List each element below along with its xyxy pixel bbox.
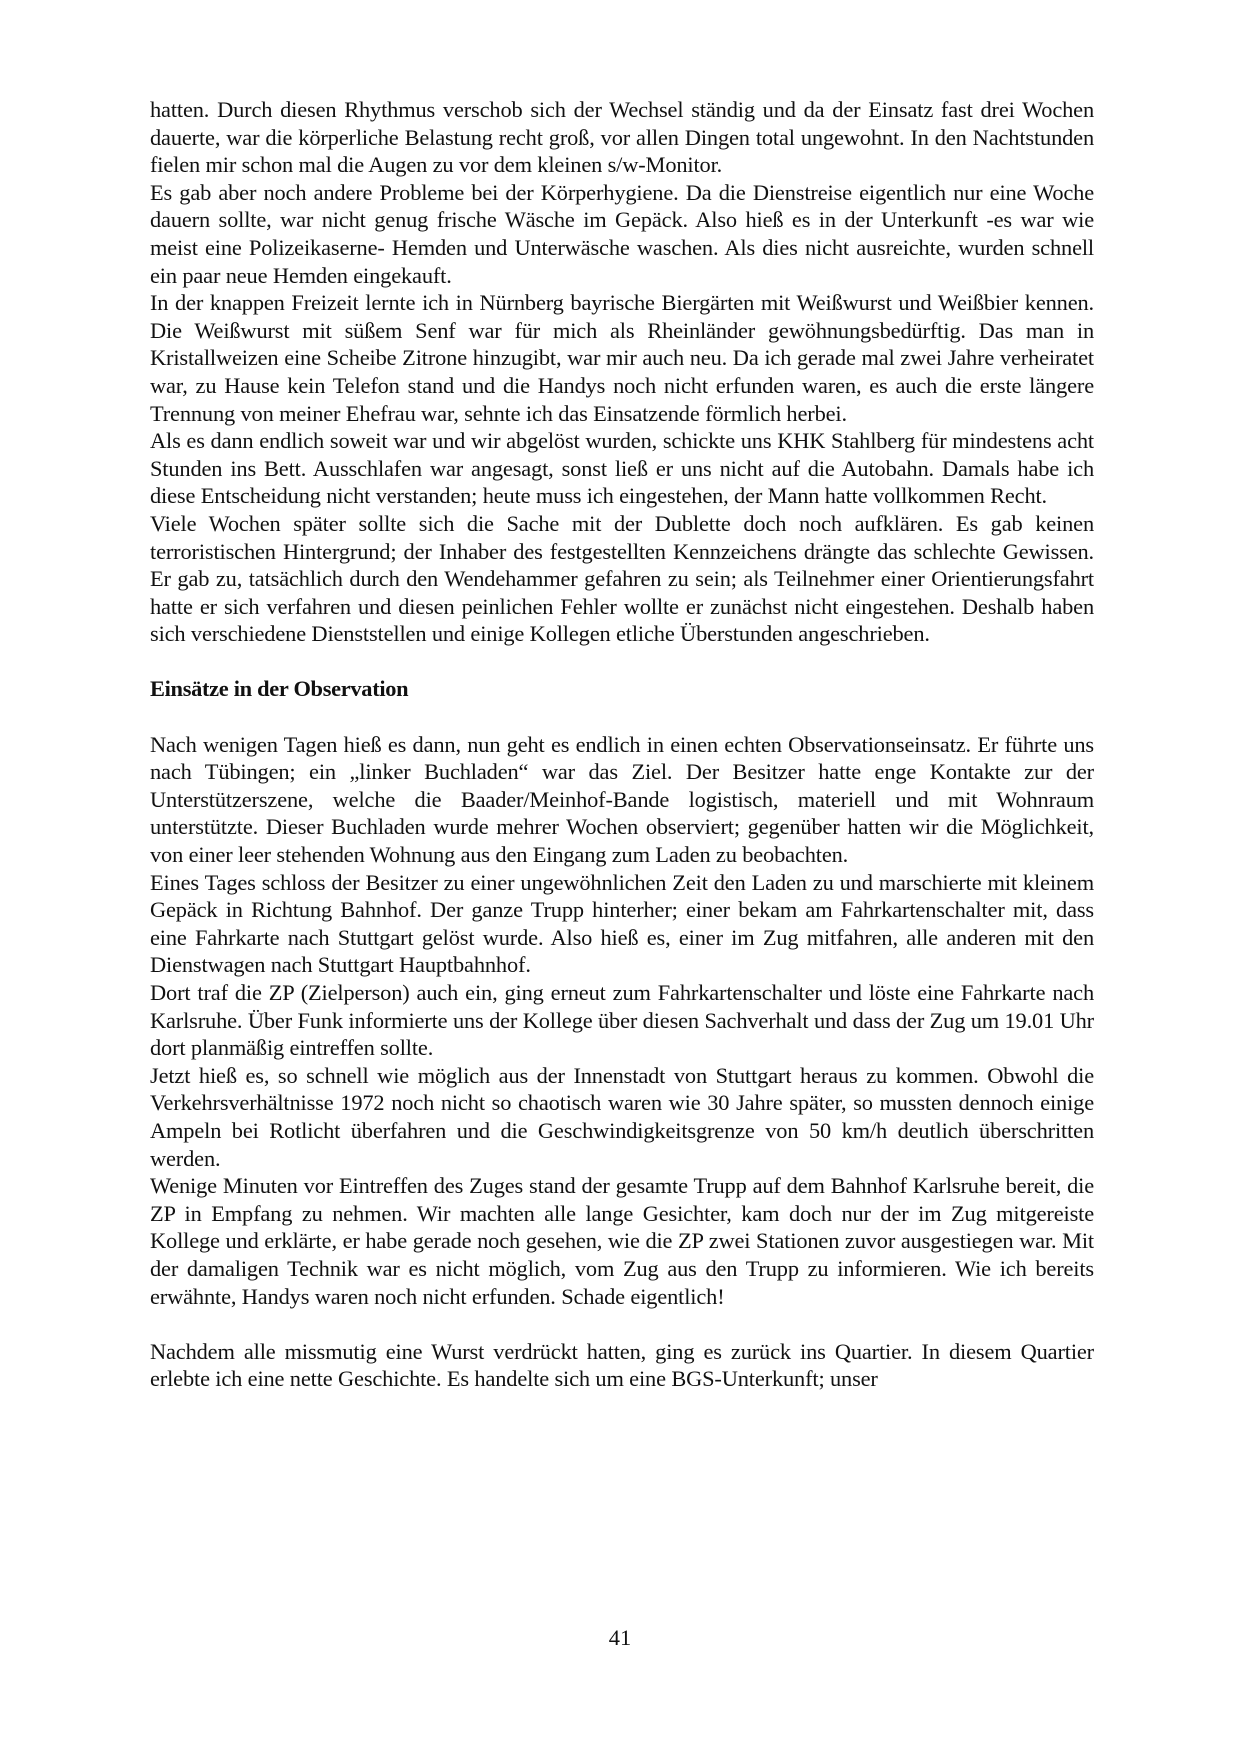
paragraph: Es gab aber noch andere Probleme bei der Körperhygiene. Da die Dienstreise eigentlich nur eine Woche dauern sollte, war nicht genug frische Wäsche im Gepäck. Also hieß es in der Unterkunft -es war wie meist eine Polizeikaserne- Hemden und Unterwäsche waschen. Als dies nicht ausreichte, wurden schnell ein paar neue Hemden eingekauft. — [150, 179, 1094, 288]
paragraph: Nachdem alle missmutig eine Wurst verdrückt hatten, ging es zurück ins Quartier. In diesem Quartier erlebte ich eine nette Geschichte. Es handelte sich um eine BGS-Unterkunft; unser — [150, 1338, 1094, 1392]
paragraph: Dort traf die ZP (Zielperson) auch ein, ging erneut zum Fahrkartenschalter und löste eine Fahrkarte nach Karlsruhe. Über Funk informierte uns der Kollege über diesen Sachverhalt und dass der Zug um 19.01 Uhr dort planmäßig eintreffen sollte. — [150, 980, 1094, 1061]
page-number: 41 — [608, 1625, 632, 1650]
paragraph: Wenige Minuten vor Eintreffen des Zuges stand der gesamte Trupp auf dem Bahnhof Karlsruhe bereit, die ZP in Empfang zu nehmen. Wir machten alle lange Gesichter, kam doch nur der im Zug mitgereiste Kollege und erklärte, er habe gerade noch gesehen, wie die ZP zwei Stationen zuvor ausgestiegen war. Mit der damaligen Technik war es nicht möglich, vom Zug aus den Trupp zu informieren. Wie ich bereits erwähnte, Handys waren noch nicht erfunden. Schade eigentlich! — [150, 1173, 1094, 1309]
document-body — [150, 96, 1094, 1393]
paragraph: Viele Wochen später sollte sich die Sache mit der Dublette doch noch aufklären. Es gab keinen terroristischen Hintergrund; der Inhaber des festgestellten Kennzeichens drängte das schlechte Gewissen. Er gab zu, tatsächlich durch den Wendehammer gefahren zu sein; als Teilnehmer einer Orientierungsfahrt hatte er sich verfahren und diesen peinlichen Fehler wollte er zunächst nicht eingestehen. Deshalb haben sich verschiedene Dienststellen und einige Kollegen etliche Überstunden angeschrieben. — [150, 510, 1094, 647]
paragraph: Nach wenigen Tagen hieß es dann, nun geht es endlich in einen echten Observationseinsatz. Er führte uns nach Tübingen; ein „linker Buchladen“ war das Ziel. Der Besitzer hatte enge Kontakte zur der Unterstützerszene, welche die Baader/Meinhof-Bande logistisch, materiell und mit Wohnraum unterstützte. Dieser Buchladen wurde mehrer Wochen observiert; gegenüber hatten wir die Möglichkeit, von einer leer stehenden Wohnung aus den Eingang zum Laden zu beobachten. — [150, 731, 1094, 868]
paragraph: Jetzt hieß es, so schnell wie möglich aus der Innenstadt von Stuttgart heraus zu kommen. Obwohl die Verkehrsverhältnisse 1972 noch nicht so chaotisch waren wie 30 Jahre später, so mussten dennoch einige Ampeln bei Rotlicht überfahren und die Geschwindigkeitsgrenze von 50 km/h deutlich überschritten werden. — [150, 1062, 1094, 1171]
paragraph: In der knappen Freizeit lernte ich in Nürnberg bayrische Biergärten mit Weißwurst und Weißbier kennen. Die Weißwurst mit süßem Senf war für mich als Rheinländer gewöhnungsbedürftig. Das man in Kristallweizen eine Scheibe Zitrone hinzugibt, war mir auch neu. Da ich gerade mal zwei Jahre verheiratet war, zu Hause kein Telefon stand und die Handys noch nicht erfunden waren, es auch die erste längere Trennung von meiner Ehefrau war, sehnte ich das Einsatzende förmlich herbei. — [150, 290, 1094, 426]
paragraph: Eines Tages schloss der Besitzer zu einer ungewöhnlichen Zeit den Laden zu und marschierte mit kleinem Gepäck in Richtung Bahnhof. Der ganze Trupp hinterher; einer bekam am Fahrkartenschalter mit, dass eine Fahrkarte nach Stuttgart gelöst wurde. Also hieß es, einer im Zug mitfahren, alle anderen mit den Dienstwagen nach Stuttgart Hauptbahnhof. — [150, 869, 1094, 978]
section-heading: Einsätze in der Observation — [150, 676, 409, 702]
paragraph: Als es dann endlich soweit war und wir abgelöst wurden, schickte uns KHK Stahlberg für mindestens acht Stunden ins Bett. Ausschlafen war angesagt, sonst ließ er uns nicht auf die Autobahn. Damals habe ich diese Entscheidung nicht verstanden; heute muss ich eingestehen, der Mann hatte vollkommen Recht. — [150, 428, 1094, 509]
paragraph: hatten. Durch diesen Rhythmus verschob sich der Wechsel ständig und da der Einsatz fast drei Wochen dauerte, war die körperliche Belastung recht groß, vor allen Dingen total ungewohnt. In den Nachtstunden fielen mir schon mal die Augen zu vor dem kleinen s/w-Monitor. — [150, 97, 1094, 178]
